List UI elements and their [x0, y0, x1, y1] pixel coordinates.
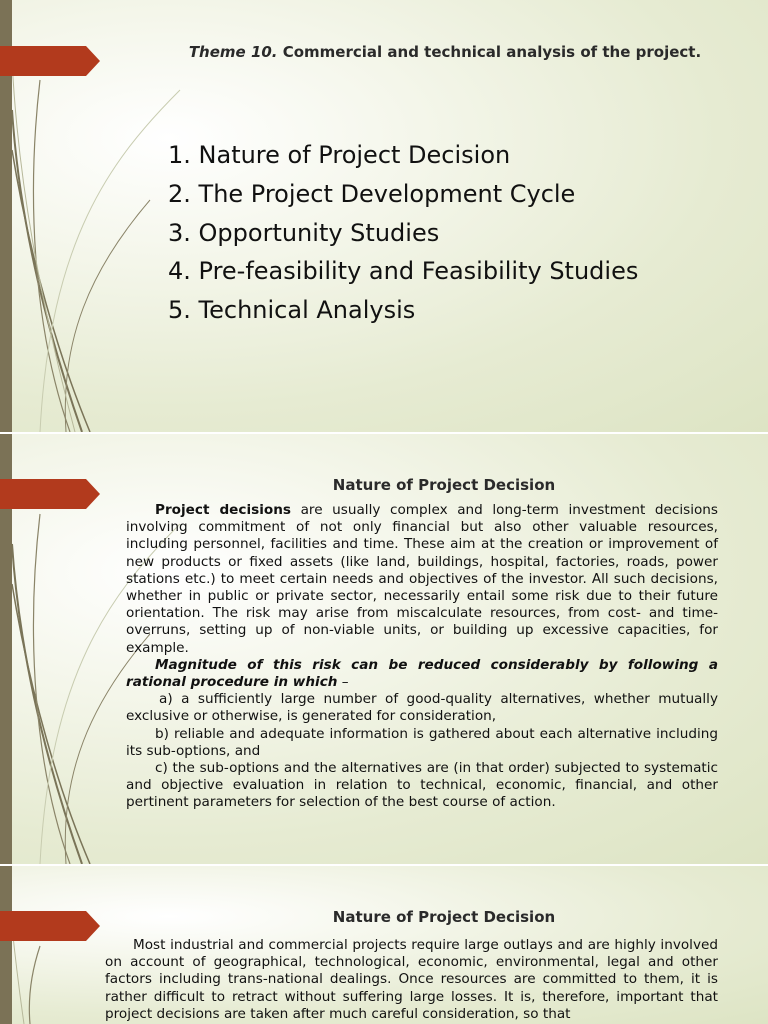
slide-3 — [0, 866, 768, 1024]
title-marker-tab — [0, 479, 100, 509]
theme-label: Theme 10. — [188, 43, 278, 61]
slide-body — [105, 937, 718, 1023]
topic-item-3: 3. Opportunity Studies — [168, 218, 440, 247]
paragraph-2-tail: – — [337, 674, 349, 691]
topic-item-1: 1. Nature of Project Decision — [168, 141, 511, 169]
list-item-c: c) the sub-options and the alternatives are (in that order) subjected to systematic and objective evaluation in relation to technical, economic, financial, and other pertinent parameters for selection of the best course of action. — [126, 760, 718, 811]
topic-list — [168, 136, 638, 330]
list-item-b: b) reliable and adequate information is gathered about each alternative including its sub-options, and — [126, 725, 718, 759]
title-marker-tab — [0, 46, 100, 76]
topic-item-2: 2. The Project Development Cycle — [168, 179, 576, 208]
paragraph-2 — [126, 657, 718, 691]
paragraph-1: Most industrial and commercial projects require large outlays and are highly involved on account of geographical, technological, economic, environmental, legal and other factors including trans-national dealings. Once resources are committed to them, it is rather difficult to retract without suffering large losses. It is, therefore, important that project decisions are taken after much careful consideration, so that — [105, 937, 718, 1022]
left-accent-bar — [0, 866, 12, 1024]
title-text: Commercial and technical analysis of the project. — [277, 43, 702, 61]
topic-item-4: 4. Pre-feasibility and Feasibility Studies — [168, 257, 639, 286]
slide-heading: Nature of Project Decision — [332, 476, 556, 494]
paragraph-1-text: are usually complex and long-term investment decisions involving commitment of not only financial but also other valuable resources, including personnel, facilities and time. These aim at the creation or improvement of new products or fixed assets (like land, buildings, hospital, factories, roads, power stations etc.) to meet certain needs and objectives of the investor. All such decisions, whether in public or private sector, necessarily entail some risk due to their future orientation. The risk may arise from miscalculate resources, from cost- and time- overruns, setting up of non-viable units, or building up excessive capacities, for example. — [126, 502, 718, 656]
topic-item-5: 5. Technical Analysis — [168, 296, 416, 325]
slide-heading: Nature of Project Decision — [332, 908, 556, 926]
paragraph-1 — [126, 502, 718, 657]
slide-body — [126, 502, 718, 812]
list-item-a: a) a sufficiently large number of good-quality alternatives, whether mutually exclusive or otherwise, is generated for consideration, — [126, 691, 718, 725]
paragraph-2-emphasis: Magnitude of this risk can be reduced considerably by following a rational procedure in which — [126, 656, 718, 691]
paragraph-1-lead: Project decisions — [155, 502, 291, 518]
slide-title — [180, 43, 710, 62]
title-marker-tab — [0, 911, 100, 941]
slide-1 — [0, 0, 768, 432]
slide-2 — [0, 434, 768, 864]
